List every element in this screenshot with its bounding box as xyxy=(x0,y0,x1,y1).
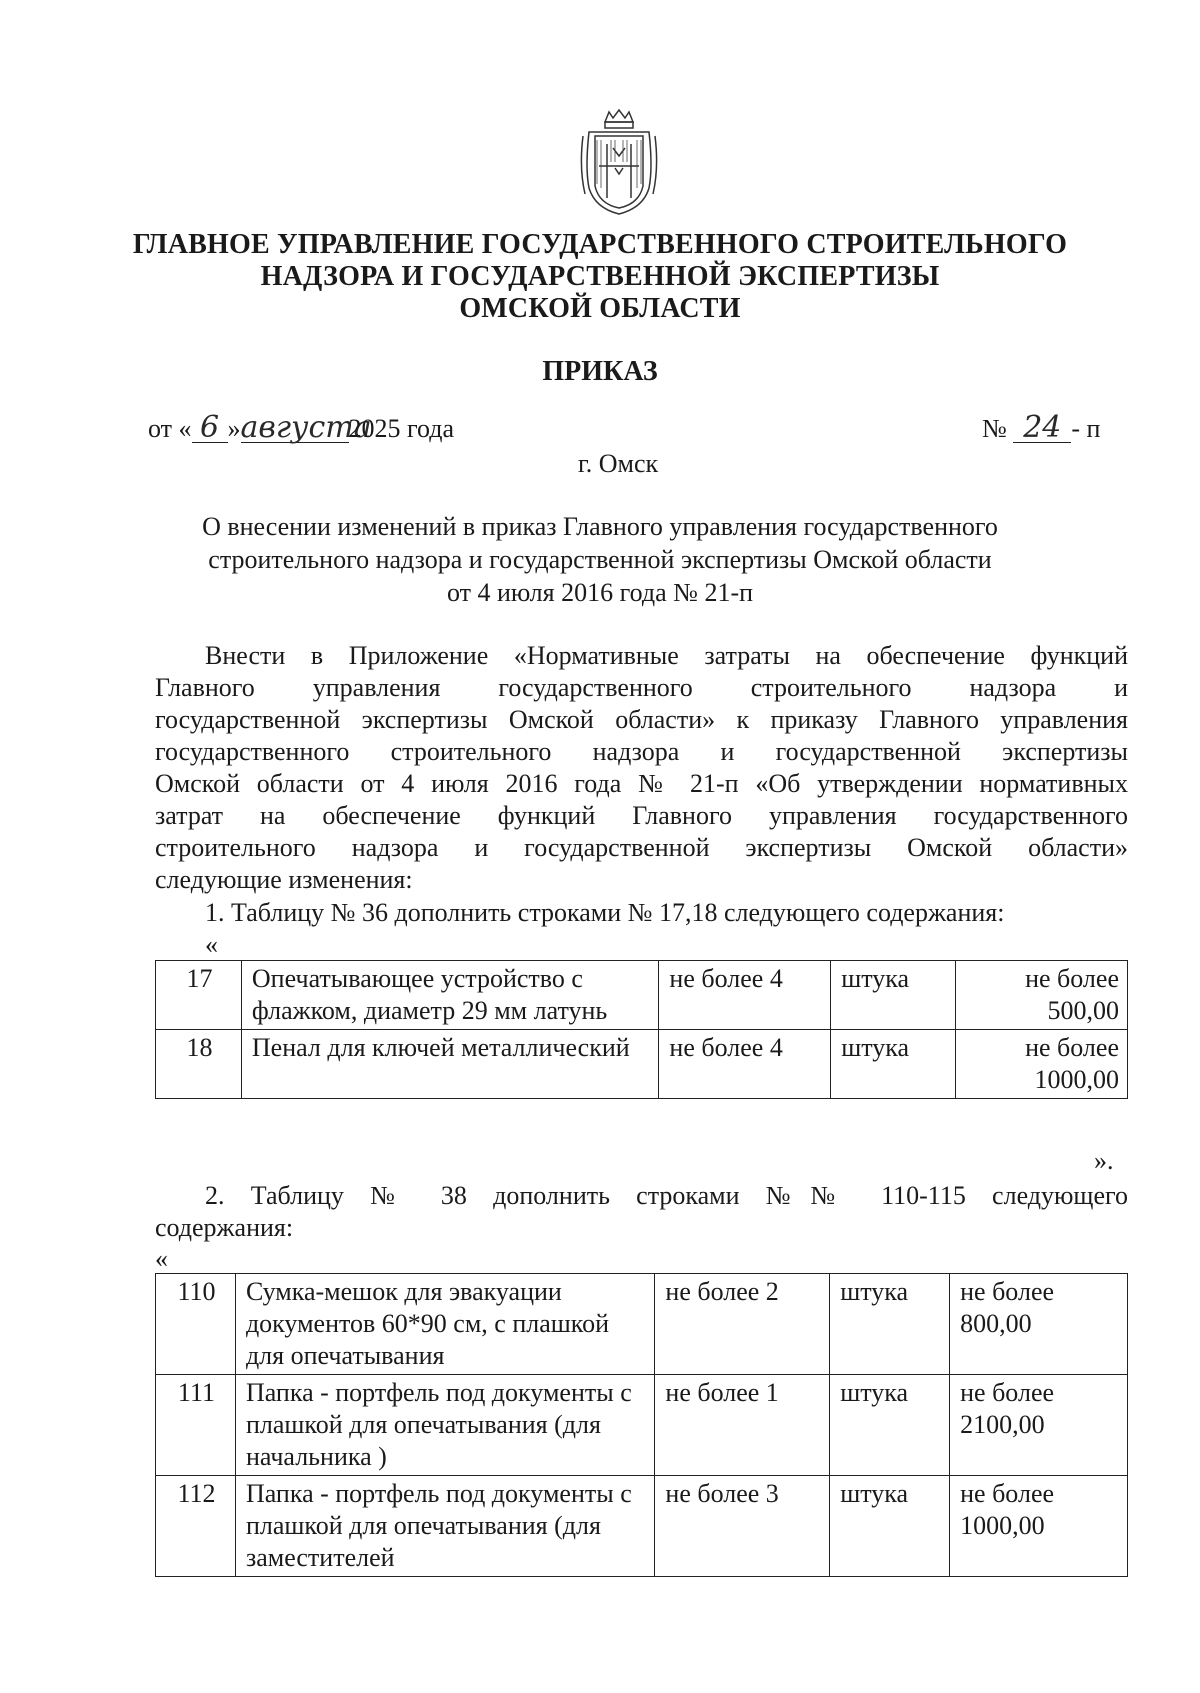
number-suffix: - п xyxy=(1071,414,1101,443)
item-2-line-1: 2. Таблицу № 38 дополнить строками №№ 110-115 следующего xyxy=(205,1181,1128,1210)
item-name: Папка - портфель под документы с плашкой для опечатывания (для начальника ) xyxy=(235,1375,654,1476)
table1-close-quote: ». xyxy=(1094,1146,1114,1175)
omsk-coat-of-arms-emblem xyxy=(575,108,663,218)
table-row xyxy=(156,1274,1128,1375)
table-36-additions xyxy=(155,960,1128,1099)
date-prefix: от « xyxy=(148,414,192,443)
item-price xyxy=(950,1375,1128,1476)
item-quantity: не более 4 xyxy=(659,1030,831,1099)
price-label: не более xyxy=(960,1378,1055,1407)
org-name-line-1: ГЛАВНОЕ УПРАВЛЕНИЕ ГОСУДАРСТВЕННОГО СТРОИТЕЛЬНОГО xyxy=(132,229,1068,260)
item-unit: штука xyxy=(830,1476,950,1577)
price-value: 500,00 xyxy=(1047,996,1119,1025)
item-name: Сумка-мешок для эвакуации документов 60*90 см, с плашкой для опечатывания xyxy=(235,1274,654,1375)
body-line-2: Главного управления государственного строительного надзора и xyxy=(155,673,1128,702)
body-line-6: затрат на обеспечение функций Главного управления государственного xyxy=(155,801,1128,830)
item-name: Папка - портфель под документы с плашкой для опечатывания (для заместителей xyxy=(235,1476,654,1577)
date-line xyxy=(148,410,455,445)
price-label: не более xyxy=(1025,964,1119,993)
row-number: 111 xyxy=(156,1375,236,1476)
row-number: 17 xyxy=(156,961,242,1030)
item-price xyxy=(950,1476,1128,1577)
price-value: 1000,00 xyxy=(1034,1065,1119,1094)
price-value: 2100,00 xyxy=(960,1410,1045,1439)
org-name-line-3: ОМСКОЙ ОБЛАСТИ xyxy=(459,293,741,324)
row-number: 112 xyxy=(156,1476,236,1577)
document-type-title: ПРИКАЗ xyxy=(542,356,658,387)
item-price xyxy=(950,1274,1128,1375)
item-1-text: 1. Таблицу № 36 дополнить строками № 17,18 следующего содержания: xyxy=(205,898,1005,927)
subject-line-1: О внесении изменений в приказ Главного управления государственного xyxy=(202,512,998,541)
item-unit: штука xyxy=(831,961,956,1030)
body-line-3: государственной экспертизы Омской области» к приказу Главного управления xyxy=(155,705,1128,734)
item-unit: штука xyxy=(831,1030,956,1099)
row-number: 18 xyxy=(156,1030,242,1099)
item-unit: штука xyxy=(830,1375,950,1476)
item-quantity: не более 4 xyxy=(659,961,831,1030)
item-quantity: не более 3 xyxy=(655,1476,830,1577)
body-line-4: государственного строительного надзора и государственной экспертизы xyxy=(155,737,1128,766)
item-name: Пенал для ключей металлический xyxy=(241,1030,659,1099)
table-row xyxy=(156,1375,1128,1476)
number-prefix: № xyxy=(982,414,1007,443)
order-number xyxy=(982,410,1101,445)
date-mid: » xyxy=(227,414,241,443)
item-quantity: не более 1 xyxy=(655,1375,830,1476)
table-row xyxy=(156,1476,1128,1577)
item-unit: штука xyxy=(830,1274,950,1375)
item-name: Опечатывающее устройство с флажком, диаметр 29 мм латунь xyxy=(241,961,659,1030)
item-quantity: не более 2 xyxy=(655,1274,830,1375)
item-2-line-2: содержания: xyxy=(155,1213,294,1242)
table-row xyxy=(156,961,1128,1030)
table2-open-quote: « xyxy=(155,1244,168,1273)
number-value-handwritten: 24 xyxy=(1013,414,1071,443)
table-row xyxy=(156,1030,1128,1099)
subject-line-3: от 4 июля 2016 года № 21-п xyxy=(446,578,754,607)
table-38-additions xyxy=(155,1273,1128,1577)
row-number: 110 xyxy=(156,1274,236,1375)
item-price xyxy=(956,1030,1128,1099)
body-line-7: строительного надзора и государственной экспертизы Омской области» xyxy=(155,833,1128,862)
body-line-1: Внести в Приложение «Нормативные затраты на обеспечение функций xyxy=(205,641,1128,670)
price-label: не более xyxy=(960,1479,1055,1508)
price-label: не более xyxy=(960,1277,1055,1306)
item-price xyxy=(956,961,1128,1030)
price-label: не более xyxy=(1025,1033,1119,1062)
price-value: 1000,00 xyxy=(960,1511,1045,1540)
date-day-handwritten: 6 xyxy=(192,414,228,443)
date-month-handwritten: августа xyxy=(240,410,372,445)
table1-open-quote: « xyxy=(205,930,218,959)
body-line-8: следующие изменения: xyxy=(155,865,413,894)
org-name-line-2: НАДЗОРА И ГОСУДАРСТВЕННОЙ ЭКСПЕРТИЗЫ xyxy=(260,261,940,292)
date-year: 2025 года xyxy=(348,414,455,443)
city: г. Омск xyxy=(578,449,659,478)
price-value: 800,00 xyxy=(960,1309,1032,1338)
body-line-5: Омской области от 4 июля 2016 года № 21-п «Об утверждении нормативных xyxy=(155,769,1128,798)
subject-line-2: строительного надзора и государственной экспертизы Омской области xyxy=(208,545,992,574)
